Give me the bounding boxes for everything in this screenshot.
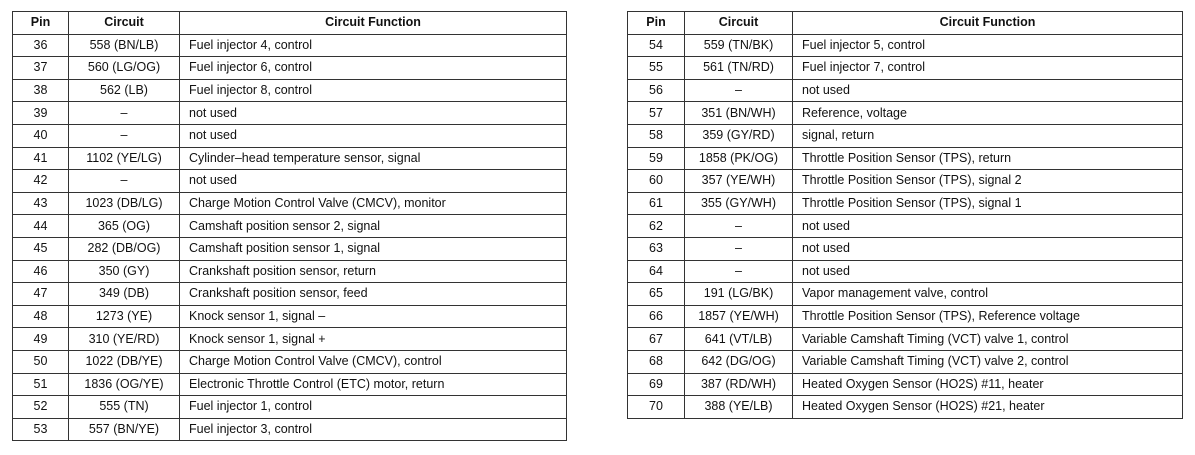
table-row	[13, 170, 567, 193]
pin-cell: 44	[13, 215, 69, 238]
circuit-cell: 310 (YE/RD)	[69, 328, 180, 351]
pin-cell: 62	[628, 215, 685, 238]
function-cell: not used	[180, 170, 567, 193]
function-cell: Knock sensor 1, signal +	[180, 328, 567, 351]
circuit-cell: 1102 (YE/LG)	[69, 147, 180, 170]
circuit-cell: 351 (BN/WH)	[685, 102, 793, 125]
table-row	[13, 192, 567, 215]
pin-cell: 53	[13, 418, 69, 441]
table-row	[628, 305, 1183, 328]
circuit-cell: –	[685, 237, 793, 260]
table-row	[13, 79, 567, 102]
circuit-cell: 355 (GY/WH)	[685, 192, 793, 215]
circuit-cell: 555 (TN)	[69, 396, 180, 419]
pin-cell: 47	[13, 283, 69, 306]
circuit-cell: 1023 (DB/LG)	[69, 192, 180, 215]
table-row	[628, 283, 1183, 306]
function-cell: Electronic Throttle Control (ETC) motor, return	[180, 373, 567, 396]
circuit-cell: 191 (LG/BK)	[685, 283, 793, 306]
function-cell: Fuel injector 6, control	[180, 57, 567, 80]
pin-cell: 55	[628, 57, 685, 80]
circuit-cell: 387 (RD/WH)	[685, 373, 793, 396]
pin-cell: 39	[13, 102, 69, 125]
function-cell: not used	[180, 124, 567, 147]
function-cell: signal, return	[793, 124, 1183, 147]
function-cell: Charge Motion Control Valve (CMCV), control	[180, 350, 567, 373]
circuit-cell: 282 (DB/OG)	[69, 237, 180, 260]
pin-cell: 36	[13, 34, 69, 57]
header-function: Circuit Function	[180, 12, 567, 35]
circuit-cell: 365 (OG)	[69, 215, 180, 238]
circuit-cell: 557 (BN/YE)	[69, 418, 180, 441]
table-row	[13, 283, 567, 306]
pin-cell: 64	[628, 260, 685, 283]
circuit-cell: 359 (GY/RD)	[685, 124, 793, 147]
pin-cell: 51	[13, 373, 69, 396]
table-row	[628, 350, 1183, 373]
table-row	[628, 396, 1183, 419]
pin-cell: 46	[13, 260, 69, 283]
pin-cell: 43	[13, 192, 69, 215]
function-cell: Fuel injector 7, control	[793, 57, 1183, 80]
circuit-cell: 357 (YE/WH)	[685, 170, 793, 193]
pin-table-right	[627, 11, 1183, 419]
circuit-cell: 388 (YE/LB)	[685, 396, 793, 419]
header-function: Circuit Function	[793, 12, 1183, 35]
circuit-cell: –	[685, 260, 793, 283]
table-row	[13, 124, 567, 147]
function-cell: Fuel injector 8, control	[180, 79, 567, 102]
circuit-cell: –	[685, 79, 793, 102]
function-cell: Fuel injector 1, control	[180, 396, 567, 419]
circuit-cell: 1273 (YE)	[69, 305, 180, 328]
pin-cell: 58	[628, 124, 685, 147]
table-row	[13, 396, 567, 419]
table-row	[628, 192, 1183, 215]
table-row	[13, 34, 567, 57]
function-cell: Knock sensor 1, signal –	[180, 305, 567, 328]
circuit-cell: 561 (TN/RD)	[685, 57, 793, 80]
table-row	[13, 373, 567, 396]
table-row	[13, 237, 567, 260]
header-row	[13, 12, 567, 35]
table-row	[13, 260, 567, 283]
pin-cell: 57	[628, 102, 685, 125]
pin-cell: 61	[628, 192, 685, 215]
header-row	[628, 12, 1183, 35]
pin-cell: 45	[13, 237, 69, 260]
function-cell: Throttle Position Sensor (TPS), signal 2	[793, 170, 1183, 193]
pin-cell: 50	[13, 350, 69, 373]
table-row	[628, 170, 1183, 193]
pin-cell: 41	[13, 147, 69, 170]
table-row	[628, 260, 1183, 283]
pin-cell: 37	[13, 57, 69, 80]
header-circuit: Circuit	[685, 12, 793, 35]
function-cell: Vapor management valve, control	[793, 283, 1183, 306]
circuit-cell: 350 (GY)	[69, 260, 180, 283]
pin-cell: 63	[628, 237, 685, 260]
pin-cell: 42	[13, 170, 69, 193]
function-cell: Fuel injector 5, control	[793, 34, 1183, 57]
circuit-cell: 558 (BN/LB)	[69, 34, 180, 57]
circuit-cell: –	[685, 215, 793, 238]
table-body-left	[13, 34, 567, 441]
circuit-cell: 1858 (PK/OG)	[685, 147, 793, 170]
function-cell: not used	[793, 237, 1183, 260]
table-row	[628, 328, 1183, 351]
function-cell: not used	[793, 260, 1183, 283]
pin-cell: 56	[628, 79, 685, 102]
circuit-cell: 1836 (OG/YE)	[69, 373, 180, 396]
function-cell: Charge Motion Control Valve (CMCV), monitor	[180, 192, 567, 215]
function-cell: not used	[180, 102, 567, 125]
function-cell: Crankshaft position sensor, feed	[180, 283, 567, 306]
table-row	[628, 124, 1183, 147]
function-cell: Camshaft position sensor 2, signal	[180, 215, 567, 238]
pin-cell: 49	[13, 328, 69, 351]
table-row	[13, 418, 567, 441]
pin-cell: 65	[628, 283, 685, 306]
pin-cell: 40	[13, 124, 69, 147]
pin-cell: 67	[628, 328, 685, 351]
table-row	[628, 57, 1183, 80]
table-row	[628, 147, 1183, 170]
function-cell: Variable Camshaft Timing (VCT) valve 1, control	[793, 328, 1183, 351]
function-cell: Crankshaft position sensor, return	[180, 260, 567, 283]
circuit-cell: 1857 (YE/WH)	[685, 305, 793, 328]
function-cell: not used	[793, 215, 1183, 238]
pin-cell: 66	[628, 305, 685, 328]
table-row	[13, 305, 567, 328]
circuit-cell: –	[69, 124, 180, 147]
circuit-cell: 559 (TN/BK)	[685, 34, 793, 57]
table-row	[13, 102, 567, 125]
circuit-cell: 1022 (DB/YE)	[69, 350, 180, 373]
table-row	[13, 215, 567, 238]
pin-cell: 38	[13, 79, 69, 102]
function-cell: Fuel injector 3, control	[180, 418, 567, 441]
function-cell: Heated Oxygen Sensor (HO2S) #11, heater	[793, 373, 1183, 396]
table-row	[628, 373, 1183, 396]
pin-table-left	[12, 11, 567, 441]
function-cell: Heated Oxygen Sensor (HO2S) #21, heater	[793, 396, 1183, 419]
function-cell: Cylinder–head temperature sensor, signal	[180, 147, 567, 170]
table-row	[13, 350, 567, 373]
circuit-cell: 562 (LB)	[69, 79, 180, 102]
circuit-cell: –	[69, 102, 180, 125]
table-row	[628, 79, 1183, 102]
table-row	[13, 57, 567, 80]
pin-cell: 54	[628, 34, 685, 57]
table-row	[628, 34, 1183, 57]
pin-cell: 70	[628, 396, 685, 419]
header-pin: Pin	[13, 12, 69, 35]
circuit-cell: 642 (DG/OG)	[685, 350, 793, 373]
function-cell: Throttle Position Sensor (TPS), Reference voltage	[793, 305, 1183, 328]
function-cell: Fuel injector 4, control	[180, 34, 567, 57]
function-cell: Camshaft position sensor 1, signal	[180, 237, 567, 260]
table-row	[13, 147, 567, 170]
circuit-cell: 641 (VT/LB)	[685, 328, 793, 351]
pin-cell: 69	[628, 373, 685, 396]
table-row	[628, 237, 1183, 260]
table-row	[13, 328, 567, 351]
circuit-cell: –	[69, 170, 180, 193]
function-cell: Throttle Position Sensor (TPS), return	[793, 147, 1183, 170]
pin-cell: 60	[628, 170, 685, 193]
function-cell: Reference, voltage	[793, 102, 1183, 125]
header-pin: Pin	[628, 12, 685, 35]
pin-cell: 59	[628, 147, 685, 170]
pin-cell: 48	[13, 305, 69, 328]
table-row	[628, 102, 1183, 125]
function-cell: Variable Camshaft Timing (VCT) valve 2, control	[793, 350, 1183, 373]
header-circuit: Circuit	[69, 12, 180, 35]
function-cell: not used	[793, 79, 1183, 102]
table-body-right	[628, 34, 1183, 418]
circuit-cell: 560 (LG/OG)	[69, 57, 180, 80]
pin-cell: 52	[13, 396, 69, 419]
table-row	[628, 215, 1183, 238]
pin-cell: 68	[628, 350, 685, 373]
circuit-cell: 349 (DB)	[69, 283, 180, 306]
function-cell: Throttle Position Sensor (TPS), signal 1	[793, 192, 1183, 215]
